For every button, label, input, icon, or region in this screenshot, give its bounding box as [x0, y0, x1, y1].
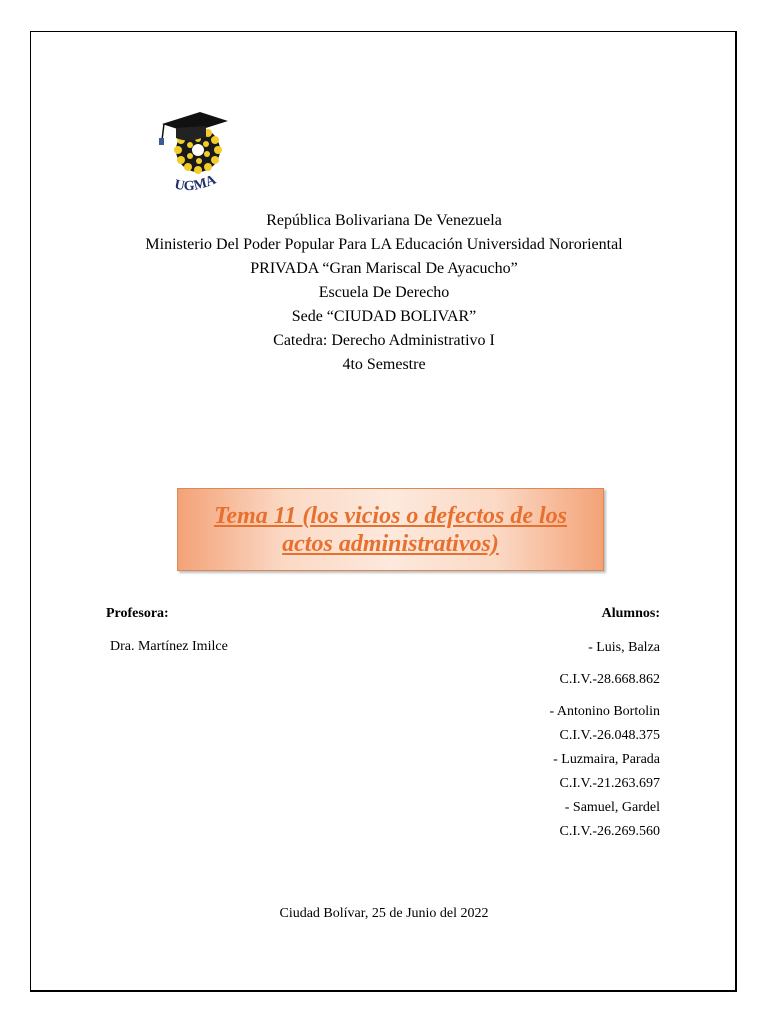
header-line-6: Catedra: Derecho Administrativo I — [273, 332, 495, 349]
student-line: - Luzmaira, Parada — [553, 752, 660, 767]
ugma-wordmark: UGMA — [173, 172, 219, 195]
header-line-4: Escuela De Derecho — [318, 284, 450, 301]
student-line: - Samuel, Gardel — [564, 800, 660, 815]
institution-header — [0, 209, 768, 377]
title-line-2: actos administrativos) — [282, 530, 499, 557]
title-line-1: Tema 11 (los vicios o defectos de los — [213, 502, 568, 529]
student-id-line: C.I.V.-26.269.560 — [559, 824, 660, 839]
header-line-2: Ministerio Del Poder Popular Para LA Educación Universidad Nororiental — [145, 236, 623, 253]
place-date: Ciudad Bolívar, 25 de Junio del 2022 — [279, 906, 489, 921]
student-id-line: C.I.V.-21.263.697 — [559, 776, 660, 791]
title-box — [177, 488, 604, 571]
professor-label: Profesora: — [106, 606, 169, 621]
professor-name: Dra. Martínez Imilce — [110, 639, 228, 654]
header-line-3: PRIVADA “Gran Mariscal De Ayacucho” — [250, 260, 518, 277]
header-line-1: República Bolivariana De Venezuela — [266, 212, 502, 229]
student-line: - Antonino Bortolin — [549, 704, 660, 719]
header-line-5: Sede “CIUDAD BOLIVAR” — [291, 308, 477, 325]
header-line-7: 4to Semestre — [342, 356, 426, 373]
student-id-line: C.I.V.-26.048.375 — [559, 728, 660, 743]
student-line: - Luis, Balza — [588, 640, 660, 655]
ugma-logo — [150, 108, 240, 200]
student-id-line: C.I.V.-28.668.862 — [559, 672, 660, 687]
students-list — [550, 637, 660, 845]
students-label: Alumnos: — [601, 606, 660, 621]
